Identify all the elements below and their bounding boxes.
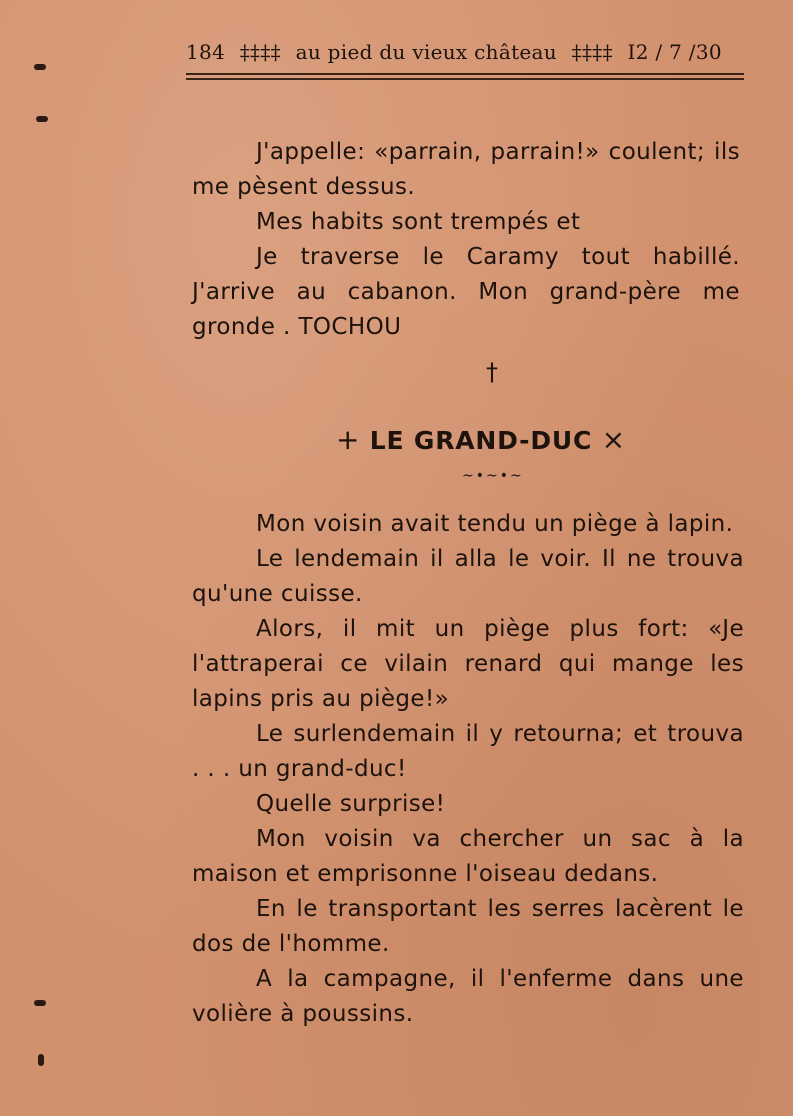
header-rule-bottom	[186, 78, 744, 80]
title-prefix-mark: +	[336, 423, 361, 456]
binding-hole	[38, 1054, 44, 1066]
paragraph: En le transportant les serres lacèrent le dos de l'homme.	[192, 896, 744, 957]
binding-hole	[36, 116, 48, 122]
section-one-text	[192, 135, 740, 345]
paragraph: A la campagne, il l'enferme dans une volière à poussins.	[192, 966, 744, 1027]
header-ornament-right: ‡‡‡‡	[571, 40, 613, 64]
header-ornament-left: ‡‡‡‡	[239, 40, 281, 64]
paragraph: Mon voisin avait tendu un piège à lapin.	[256, 511, 734, 537]
running-title: au pied du vieux château	[295, 40, 557, 64]
page-number: 184	[186, 40, 226, 64]
paragraph: Alors, il mit un piège plus fort: «Je l'attraperai ce vilain renard qui mange les lapins pris au piège!»	[192, 616, 744, 712]
section-separator: †	[486, 358, 498, 386]
paragraph: Mes habits sont trempés et	[256, 209, 581, 235]
binding-hole	[34, 64, 46, 70]
title-suffix-mark: ×	[601, 423, 626, 456]
paragraph: Le surlendemain il y retourna; et trouva . . . un grand-duc!	[192, 721, 744, 782]
paragraph: Quelle surprise!	[256, 791, 446, 817]
title-text: LE GRAND-DUC	[369, 426, 593, 455]
paragraph: Le lendemain il alla le voir. Il ne trouva qu'une cuisse.	[192, 546, 744, 607]
header-date: I2 / 7 /30	[627, 40, 722, 64]
paragraph: Mon voisin va chercher un sac à la maison et emprisonne l'oiseau dedans.	[192, 826, 744, 887]
title-flourish: ~•~•~	[462, 468, 524, 484]
binding-hole	[34, 1000, 46, 1006]
article-title	[336, 423, 626, 456]
article-body	[192, 507, 744, 1032]
paragraph: Je traverse le Caramy tout habillé. J'arrive au cabanon. Mon grand-père me gronde . TOCHOU	[192, 244, 740, 340]
running-header	[186, 40, 746, 64]
header-rule-top	[186, 73, 744, 75]
paragraph: J'appelle: «parrain, parrain!» coulent; ils me pèsent dessus.	[192, 139, 740, 200]
